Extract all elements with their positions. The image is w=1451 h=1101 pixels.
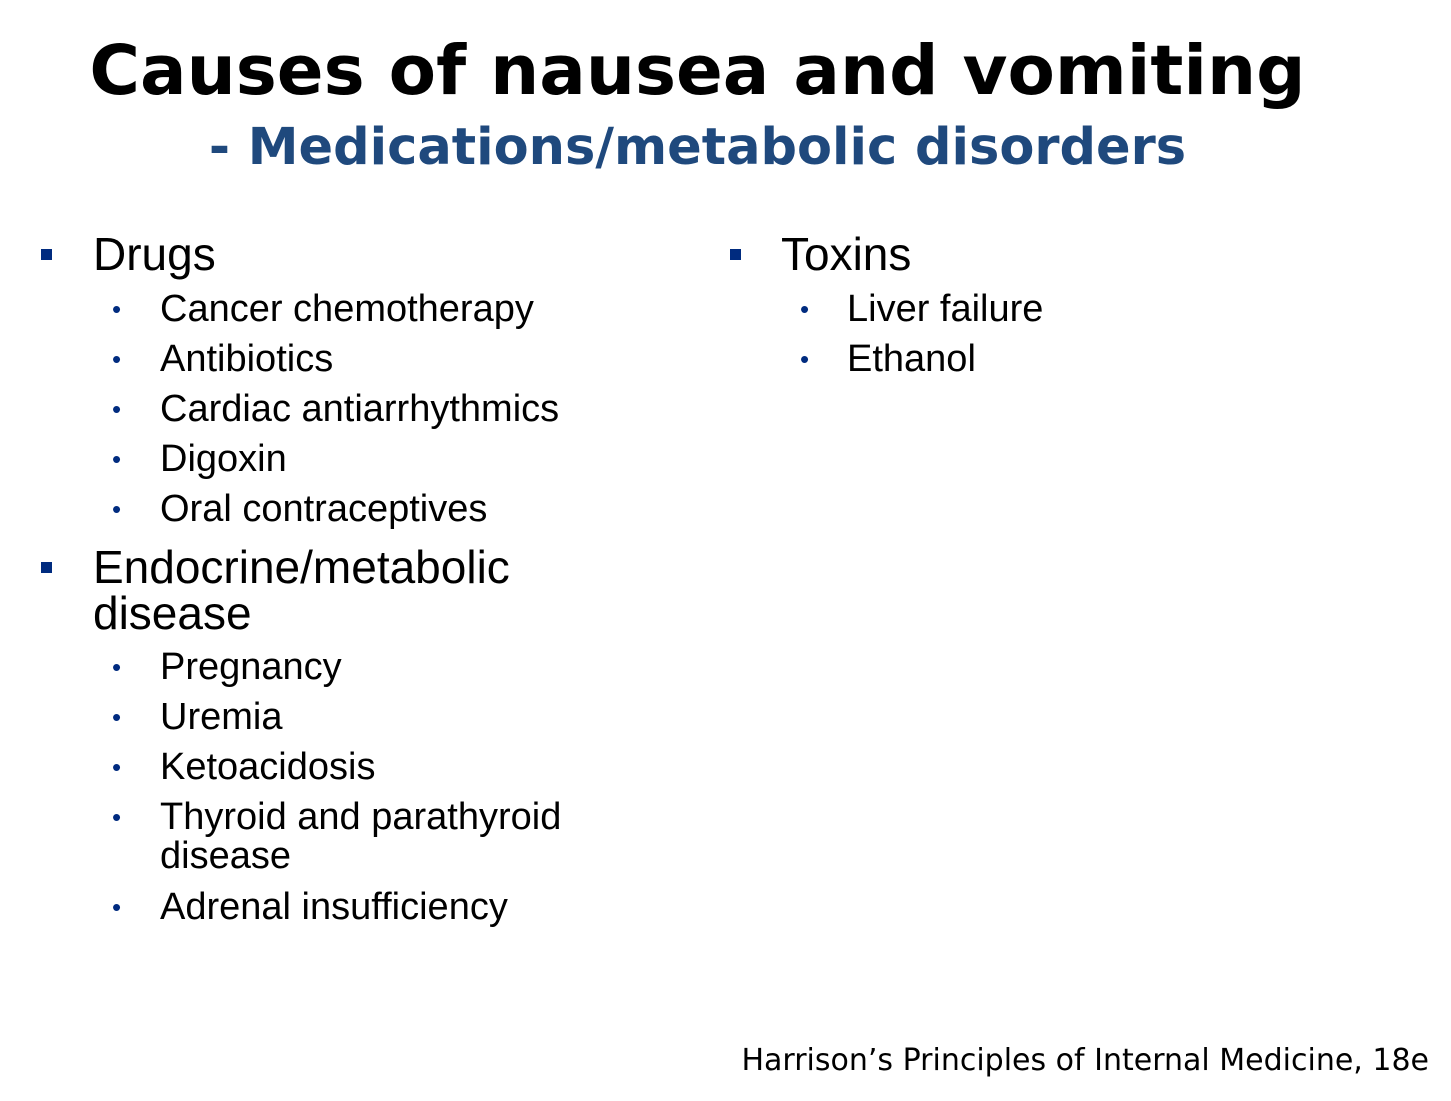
sub-bullet-text: Cancer chemotherapy [160,288,534,330]
slide-subtitle: - Medications/metabolic disorders [208,118,1187,177]
source-citation: Harrison’s Principles of Internal Medicine, 18e [741,1043,1429,1078]
sub-bullet-text: Adrenal insufficiency [160,886,508,928]
sub-bullet-text: Oral contraceptives [160,488,488,530]
sub-bullet-text: Antibiotics [160,338,334,380]
square-bullet-icon [41,249,52,260]
square-bullet-icon [41,562,52,573]
sub-bullet-text: Thyroid and parathyroid [160,796,562,838]
sub-bullet-text: Ketoacidosis [160,746,376,788]
sub-bullet-text: Pregnancy [160,646,342,688]
sub-bullet-text: Cardiac antiarrhythmics [160,388,560,430]
bullet-heading: Drugs [93,228,216,280]
dot-bullet-icon: • [112,394,122,424]
dot-bullet-icon: • [112,652,122,682]
bullet-heading: disease [93,587,252,639]
dot-bullet-icon: • [800,294,810,324]
square-bullet-icon [730,249,741,260]
dot-bullet-icon: • [800,344,810,374]
dot-bullet-icon: • [112,344,122,374]
bullet-heading: Endocrine/metabolic [93,541,510,593]
dot-bullet-icon: • [112,892,122,922]
slide-title: Causes of nausea and vomiting [89,31,1306,111]
sub-bullet-text: disease [160,835,291,877]
dot-bullet-icon: • [112,294,122,324]
dot-bullet-icon: • [112,444,122,474]
dot-bullet-icon: • [112,494,122,524]
sub-bullet-text: Liver failure [847,288,1044,330]
sub-bullet-text: Ethanol [847,338,976,380]
dot-bullet-icon: • [112,802,122,832]
dot-bullet-icon: • [112,752,122,782]
sub-bullet-text: Uremia [160,696,283,738]
bullet-heading: Toxins [781,228,912,280]
dot-bullet-icon: • [112,702,122,732]
sub-bullet-text: Digoxin [160,438,287,480]
